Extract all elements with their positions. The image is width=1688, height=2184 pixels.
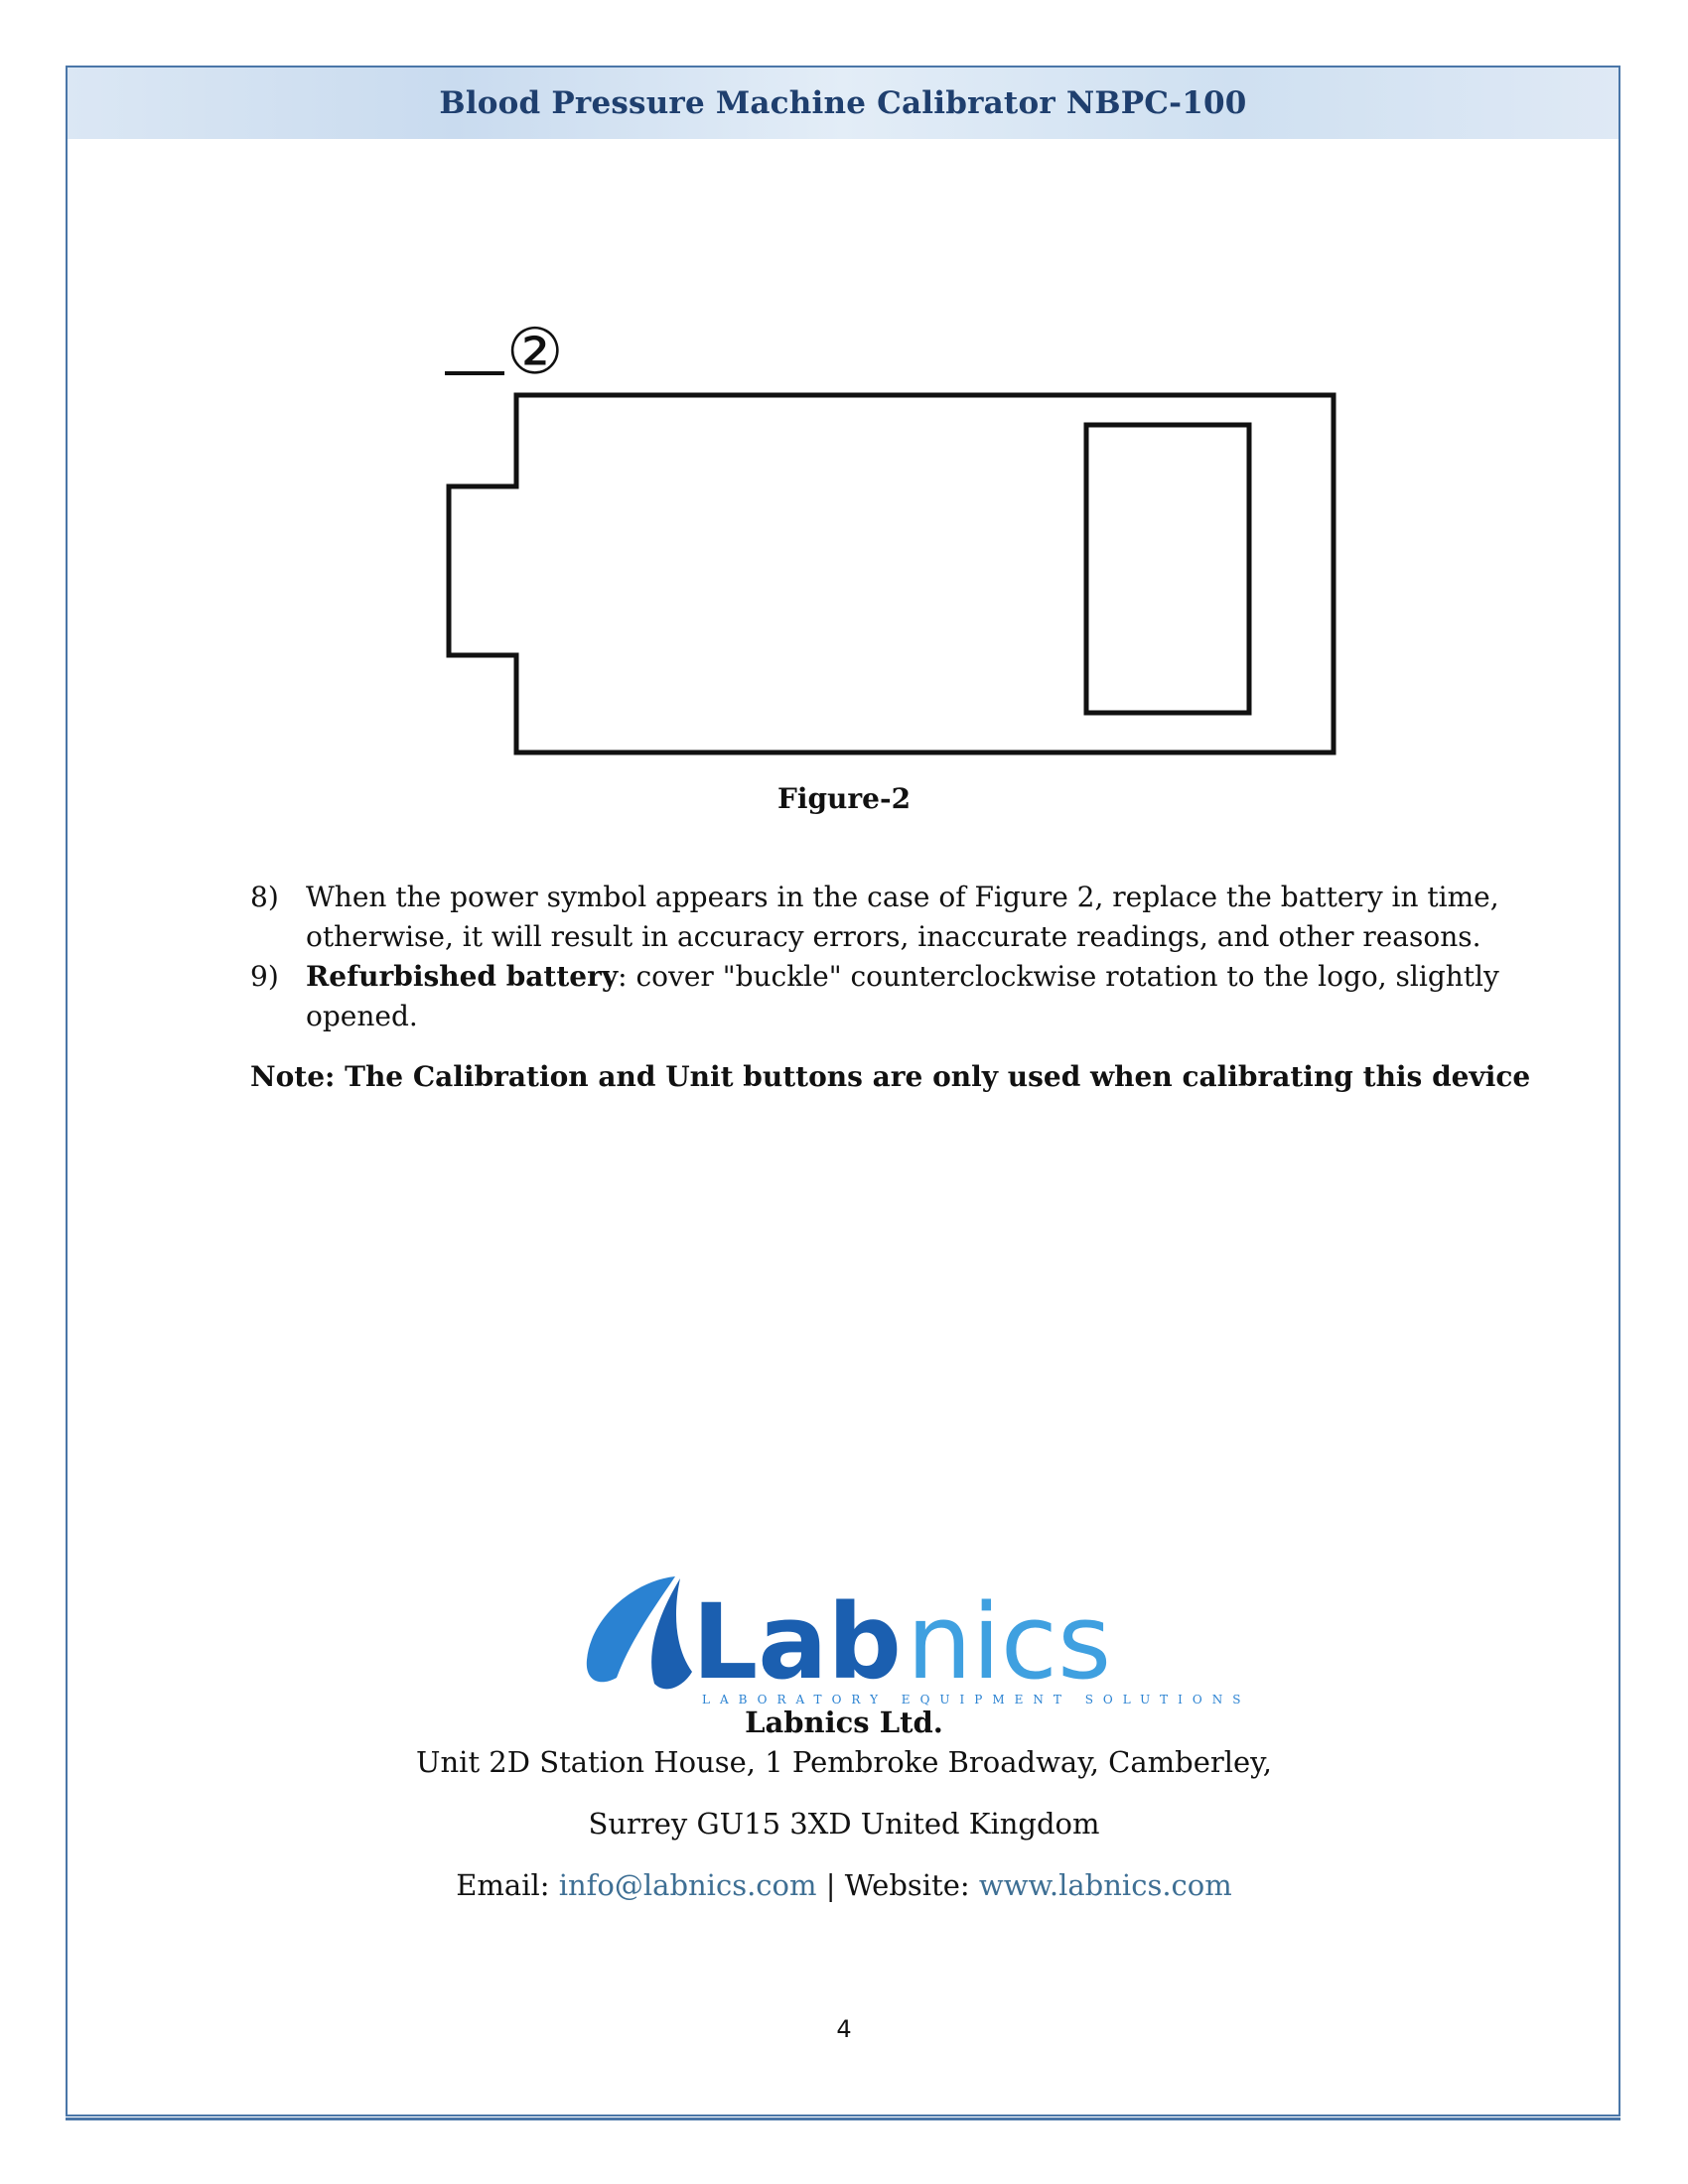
page-number: 4 — [836, 2015, 852, 2043]
header-band — [68, 68, 1618, 139]
step-bold-label: Refurbished battery — [306, 960, 619, 993]
contact-separator: | — [816, 1868, 845, 1902]
address-line-1: Unit 2D Station House, 1 Pembroke Broadway, Camberley, — [416, 1745, 1272, 1779]
step-body: : cover "buckle" counterclockwise rotation to the logo, slightly opened. — [306, 960, 1499, 1032]
list-item — [250, 878, 1501, 957]
list-item — [250, 957, 1501, 1036]
logo-tagline: LABORATORY EQUIPMENT SOLUTIONS — [702, 1693, 1251, 1706]
battery-figure — [437, 318, 1350, 764]
labnics-logo — [581, 1569, 1251, 1707]
logo-text-light: nics — [907, 1581, 1112, 1703]
address-line-2: Surrey GU15 3XD United Kingdom — [588, 1807, 1100, 1841]
step-number: 8) — [250, 881, 279, 913]
callout-number: ② — [506, 316, 564, 389]
step-text: When the power symbol appears in the case of Figure 2, replace the battery in time, otherwise, it will result in accuracy errors, inaccurate readings, and other reasons. — [306, 881, 1499, 953]
note-text: Note: The Calibration and Unit buttons are only used when calibrating this device — [250, 1060, 1531, 1093]
battery-outline-icon — [449, 395, 1334, 752]
contact-line — [0, 1868, 1688, 1902]
figure-caption: Figure-2 — [776, 782, 912, 815]
battery-cell-icon — [1086, 425, 1249, 713]
steps-list — [250, 878, 1501, 1036]
website-label: Website: — [844, 1868, 979, 1902]
email-label: Email: — [456, 1868, 559, 1902]
email-link[interactable]: info@labnics.com — [558, 1868, 817, 1902]
logo-text-bold: Lab — [692, 1581, 902, 1703]
company-name: Labnics Ltd. — [745, 1706, 943, 1739]
website-link[interactable]: www.labnics.com — [978, 1868, 1232, 1902]
header-title: Blood Pressure Machine Calibrator NBPC-100 — [439, 85, 1247, 121]
step-text — [306, 957, 1501, 1036]
step-number: 9) — [250, 960, 279, 993]
